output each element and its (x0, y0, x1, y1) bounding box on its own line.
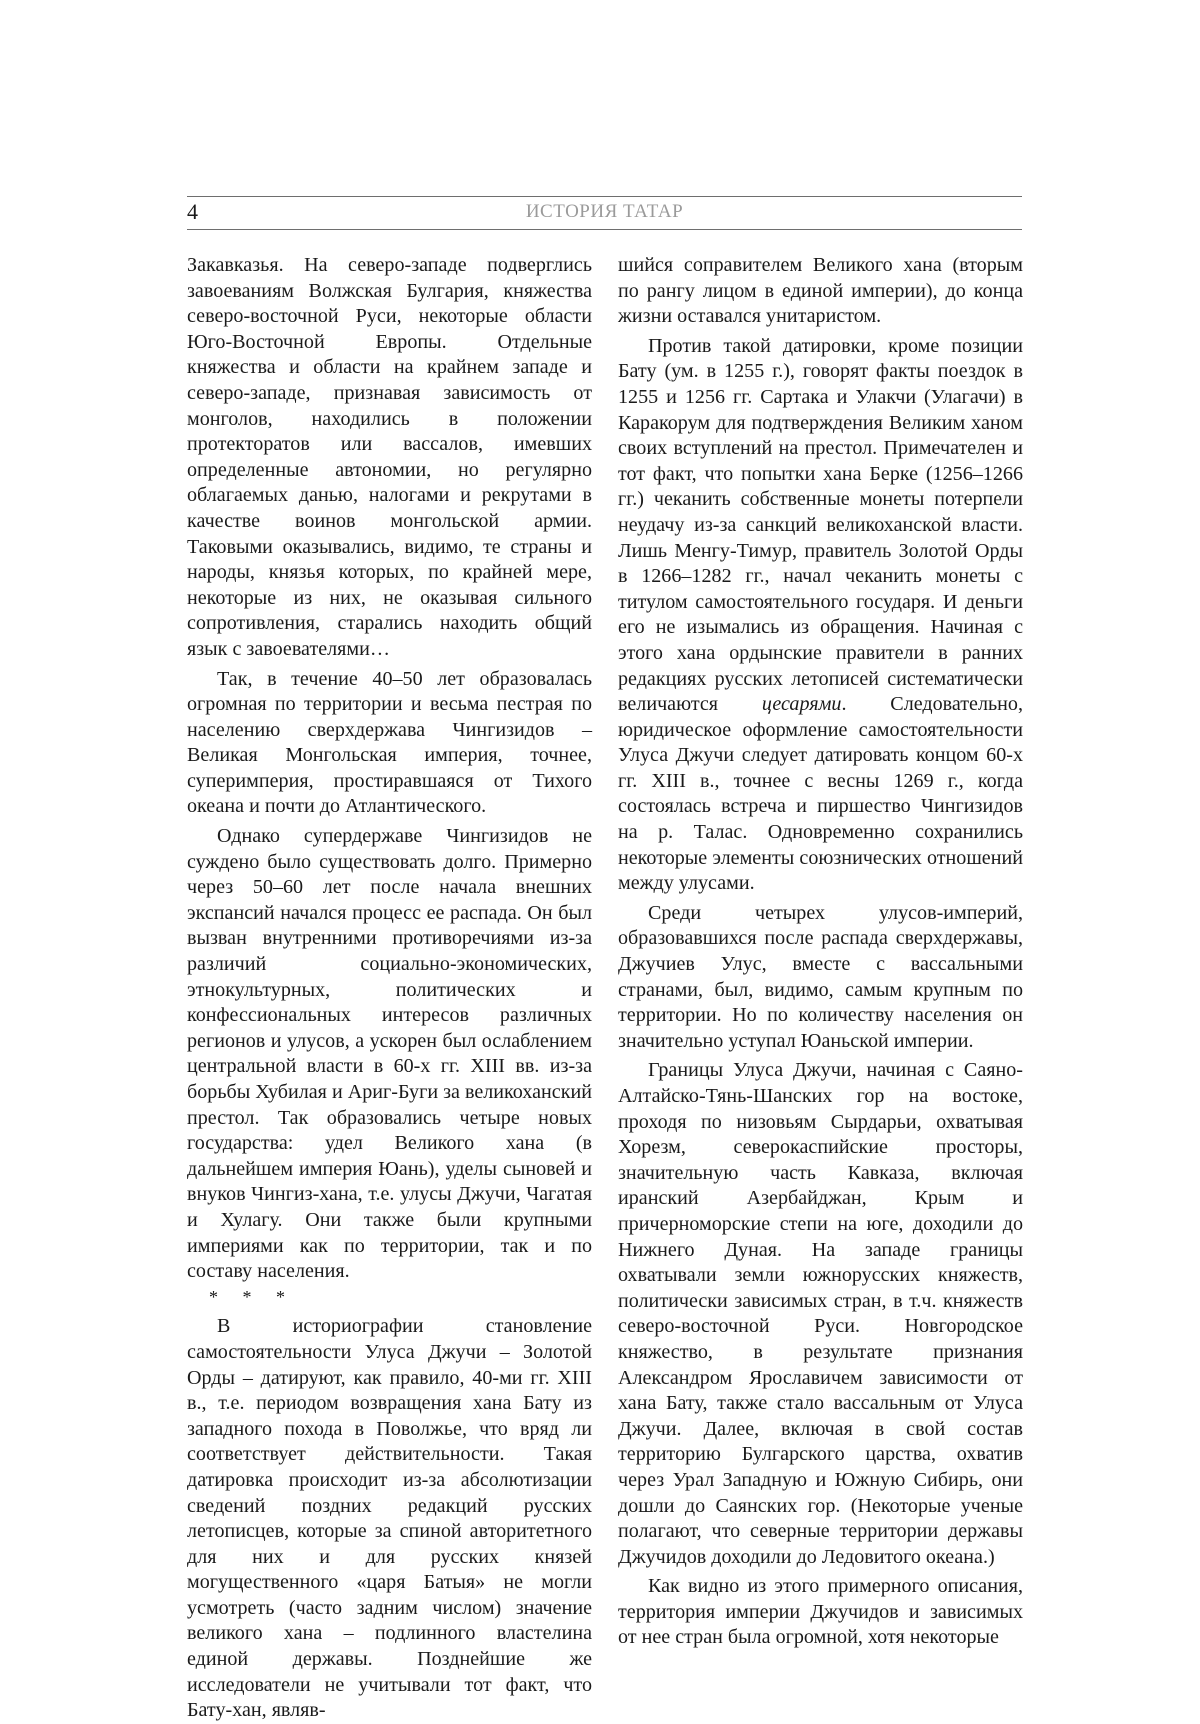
left-column (187, 253, 592, 1724)
running-title: ИСТОРИЯ ТАТАР (525, 201, 684, 222)
paragraph-text: Против такой датировки, кроме позиции Бату (ум. в 1255 г.), говорят факты поездок в 1255 и 1256 гг. Сартака и Улакчи (Улагачи) в Каракорум для подтверждения Великим ханом своих вступлений на престол. Примечателен и тот факт, что попытки хана Берке (1256–1266 гг.) чеканить собственные монеты потерпели неудачу из-за санкций великоханской власти. Лишь Менгу-Тимур, правитель Золотой Орды в 1266–1282 гг., начал чеканить монеты с титулом самостоятельного государя. И деньги его не изымались из обращения. Начиная с этого хана ордынские правители в ранних редакциях русских летописей систематически величаются (618, 334, 1023, 716)
paragraph: Как видно из этого примерного описания, территория империи Джучидов и зависимых от нее стран была огромной, хотя некоторые (618, 1575, 1023, 1649)
paragraph: Так, в течение 40–50 лет образовалась огромная по территории и весьма пестрая по населению сверхдержава Чингизидов – Великая Монгольская империя, точнее, суперимперия, простиравшаяся от Тихого океана и почти до Атлантического. (187, 667, 592, 818)
paragraph: Среди четырех улусов-империй, образовавшихся после распада сверхдержавы, Джучиев Улус, вместе с вассальными странами, был, видимо, самым крупным по территории. Но по количеству населения он значительно уступал Юаньской империи. (618, 901, 1023, 1052)
paragraph: Закавказья. На северо-западе подверглись завоеваниям Волжская Булгария, княжества северо-восточной Руси, некоторые области Юго-Восточной Европы. Отдельные княжества и области на крайнем западе и северо-западе, признавая зависимость от монголов, находились в положении протекторатов или вассалов, имевших определенные автономии, но регулярно облагаемых данью, налогами и рекрутами в качестве воинов монгольской армии. Таковыми оказывались, видимо, те страны и народы, князья которых, по крайней мере, некоторые из них, не оказывая сильного сопротивления, старались находить общий язык с завоевателями… (187, 254, 592, 660)
section-separator: * * * (209, 1286, 295, 1307)
italic-term: цесарями (761, 693, 842, 716)
paragraph: В историографии становление самостоятельности Улуса Джучи – Золотой Орды – датируют, как правило, 40-ми гг. XIII в., т.е. периодом возвращения хана Бату из западного похода в Поволжье, что вряд ли соответствует действительности. Такая датировка происходит из-за абсолютизации сведений поздних редакций русских летописцев, которые за спиной авторитетного для них и для русских князей могущественного «царя Батыя» не могли усмотреть (часто задним числом) значение великого хана – подлинного властелина единой державы. Позднейшие же исследователи не учитывали тот факт, что Бату-хан, являв- (187, 1315, 592, 1722)
running-header (187, 196, 1022, 230)
paragraph (618, 334, 1023, 897)
page-number: 4 (187, 199, 198, 224)
paragraph-text: . Следовательно, юридическое оформление самостоятельности Улуса Джучи следует датировать концом 60-х гг. XIII в., точнее с весны 1269 г., когда состоялась встреча и пиршество Чингизидов на р. Талас. Одновременно сохранились некоторые элементы союзнических отношений между улусами. (618, 693, 1023, 895)
paragraph: шийся соправителем Великого хана (вторым по рангу лицом в единой империи), до конца жизни оставался унитаристом. (618, 254, 1023, 328)
right-column (618, 253, 1023, 1651)
paragraph: Однако супердержаве Чингизидов не суждено было существовать долго. Примерно через 50–60 лет после начала внешних экспансий начался процесс ее распада. Он был вызван внутренними противоречиями из-за различий социально-экономических, этнокультурных, политических и конфессиональных интересов различных регионов и улусов, а ускорен был ослаблением центральной власти в 60-х гг. XIII вв. из-за борьбы Хубилая и Ариг-Буги за великоханский престол. Так образовались четыре новых государства: удел Великого хана (в дальнейшем империя Юань), уделы сыновей и внуков Чингиз-хана, т.е. улусы Джучи, Чагатая и Хулагу. Они также были крупными империями как по территории, так и по составу населения. (187, 825, 592, 1283)
paragraph: Границы Улуса Джучи, начиная с Саяно-Алтайско-Тянь-Шанских гор на востоке, проходя по низовьям Сырдарьи, охватывая Хорезм, северокаспийские просторы, значительную часть Кавказа, включая иранский Азербайджан, Крым и причерноморские степи на юге, доходили до Нижнего Дуная. На западе границы охватывали земли южнорусских княжеств, политически зависимых стран, в т.ч. княжеств северо-восточной Руси. Новгородское княжество, в результате признания Александром Ярославичем зависимости от хана Бату, также стало вассальным от Улуса Джучи. Далее, включая в свой состав территорию Булгарского царства, охватив через Урал Западную и Южную Сибирь, они дошли до Саянских гор. (Некоторые ученые полагают, что северные территории державы Джучидов доходили до Ледовитого океана.) (618, 1059, 1023, 1568)
